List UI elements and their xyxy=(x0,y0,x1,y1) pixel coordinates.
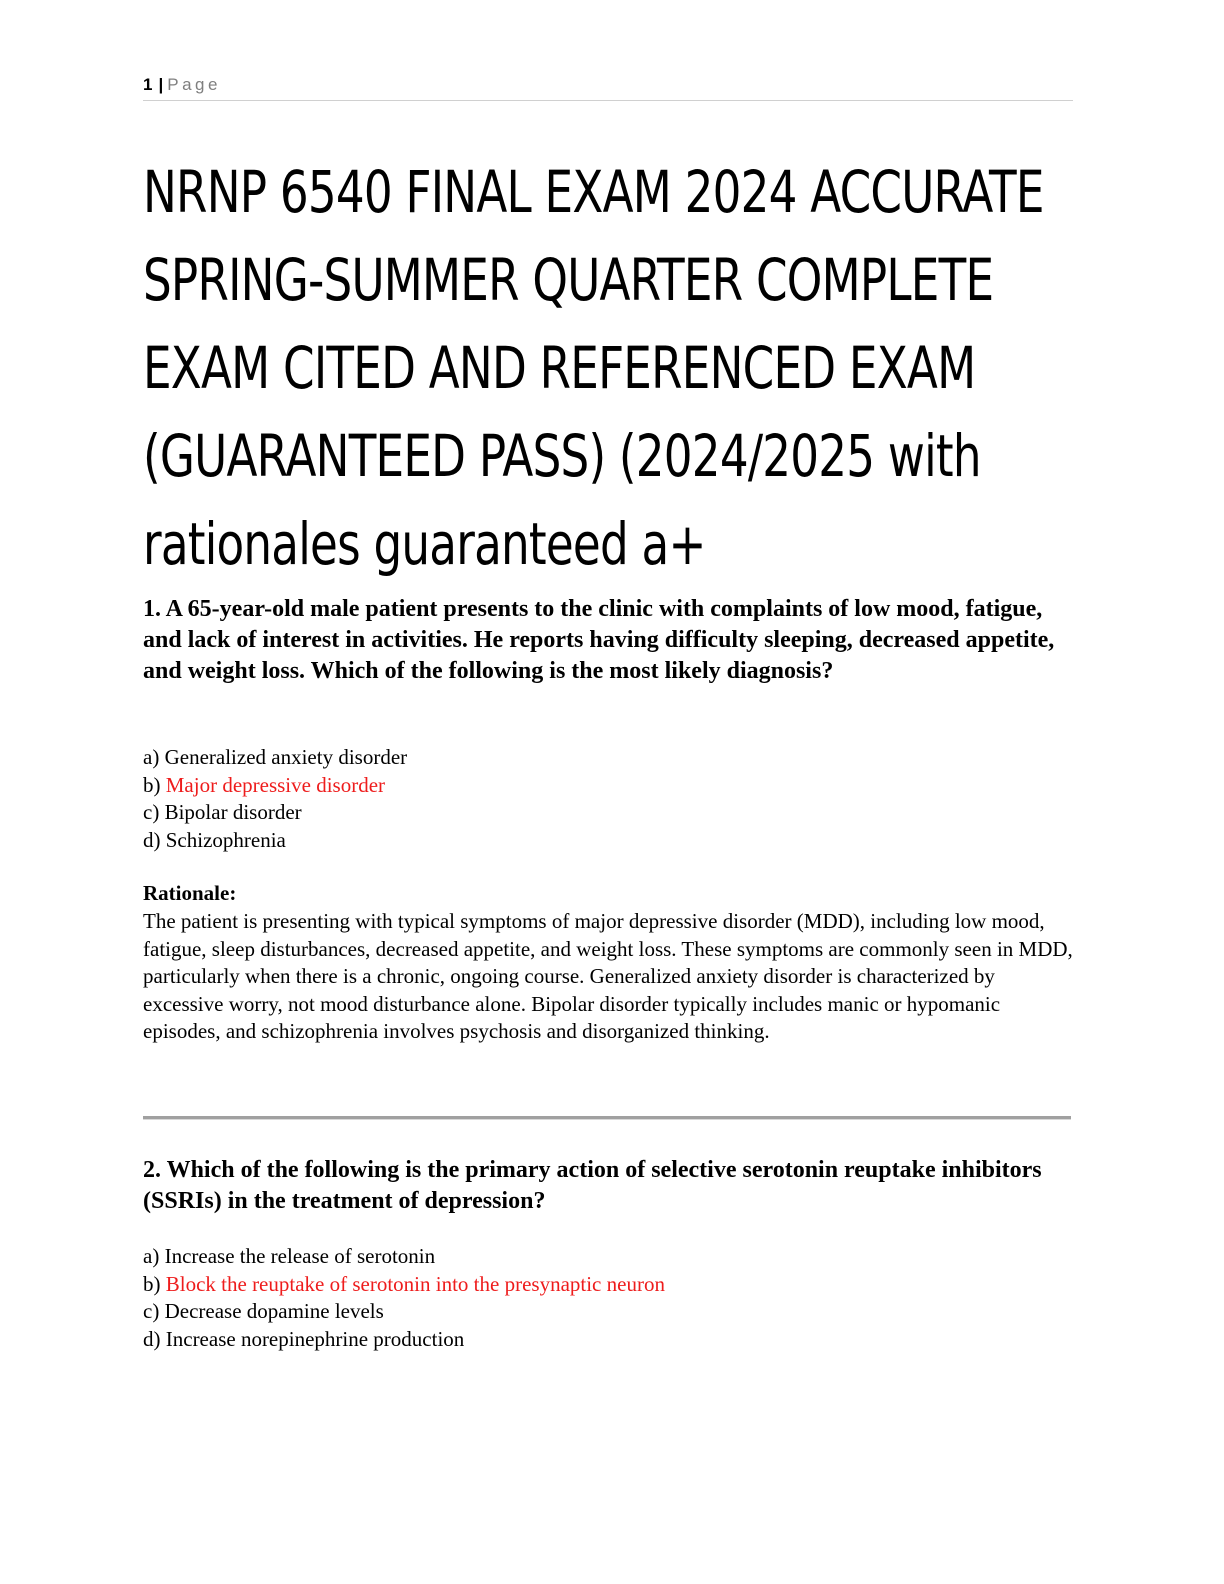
option-letter: d) xyxy=(143,1326,161,1351)
option-letter: c) xyxy=(143,800,160,824)
option-text: Bipolar disorder xyxy=(164,800,302,824)
document-title: NRNP 6540 FINAL EXAM 2024 ACCURATE SPRING-SUMMER QUARTER COMPLETE EXAM CITED AND REFERENCED EXAM (GUARANTEED PASS) (2024/2025 with rationales guaranteed a+ xyxy=(143,158,1044,578)
question-2: 2. Which of the following is the primary action of selective serotonin reuptake inhibitors (SSRIs) in the treatment of depression? xyxy=(143,1157,1042,1214)
option-letter: c) xyxy=(143,1299,160,1323)
option-text: Increase the release of serotonin xyxy=(164,1244,436,1268)
option-text: Generalized anxiety disorder xyxy=(164,745,408,769)
rationale-label: Rationale: xyxy=(143,881,237,905)
option-letter: b) xyxy=(143,1271,161,1296)
section-divider xyxy=(143,1116,1071,1120)
option-letter: a) xyxy=(143,1244,160,1268)
option-c xyxy=(143,1298,1073,1326)
option-d xyxy=(143,1326,1073,1354)
option-letter: b) xyxy=(143,772,161,797)
option-text: Schizophrenia xyxy=(165,827,286,852)
rationale-text: The patient is presenting with typical symptoms of major depressive disorder (MDD), including low mood, fatigue, sleep disturbances, decreased appetite, and weight loss. These symptoms are commonly seen in MDD, particularly when there is a chronic, ongoing course. Generalized anxiety disorder is characterized by excessive worry, not mood disturbance alone. Bipolar disorder typically includes manic or hypomanic episodes, and schizophrenia involves psychosis and disorganized thinking. xyxy=(143,909,1073,1043)
option-text: Major depressive disorder xyxy=(165,772,386,797)
option-c xyxy=(143,799,1073,827)
header-separator: | xyxy=(158,75,164,94)
option-d xyxy=(143,827,1073,855)
option-text: Block the reuptake of serotonin into the presynaptic neuron xyxy=(165,1271,665,1296)
question-1-options xyxy=(143,744,1073,854)
page-label: Page xyxy=(167,75,221,94)
option-text: Decrease dopamine levels xyxy=(164,1299,384,1323)
option-b-correct xyxy=(143,1271,1073,1299)
option-a xyxy=(143,1243,1073,1271)
option-a xyxy=(143,744,1073,772)
page-number: 1 xyxy=(143,75,153,94)
option-text: Increase norepinephrine production xyxy=(165,1326,465,1351)
question-2-options xyxy=(143,1243,1073,1353)
option-letter: d) xyxy=(143,827,161,852)
question-1: 1. A 65-year-old male patient presents to the clinic with complaints of low mood, fatigue, and lack of interest in activities. He reports having difficulty sleeping, decreased appetite, and weight loss. Which of the following is the most likely diagnosis? xyxy=(143,596,1055,684)
option-b-correct xyxy=(143,772,1073,800)
option-letter: a) xyxy=(143,745,160,769)
page-header xyxy=(143,74,1073,101)
